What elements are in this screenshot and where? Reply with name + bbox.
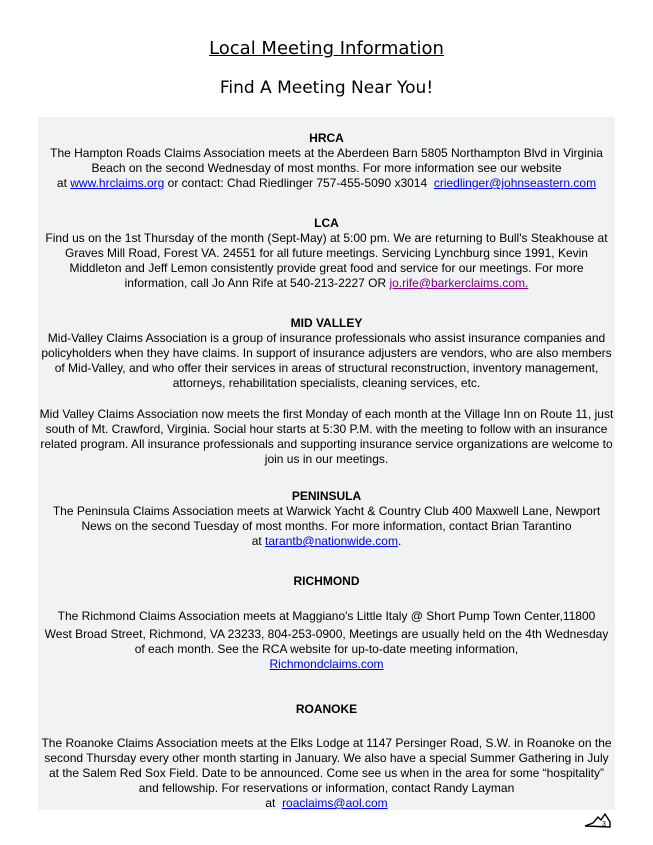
roanoke-email-link[interactable]: roaclaims@aol.com (282, 796, 388, 810)
hrca-email-link[interactable]: criedlinger@johnseastern.com (433, 176, 597, 190)
section-text (38, 146, 615, 191)
section-text-part: The Peninsula Claims Association meets at Warwick Yacht & Country Club 400 Maxwell Lane, Newport News on the second Tuesday of most months. For more information, contact Brian Tarantino (52, 504, 601, 533)
section-hrca (38, 131, 615, 191)
page-subtitle: Find A Meeting Near You! (219, 78, 434, 98)
section-richmond (38, 574, 615, 672)
section-paragraph: Mid-Valley Claims Association is a group of insurance professionals who assist insurance companies and policyholders when they have claims. In support of insurance adjusters are vendors, who are also members of Mid-Valley, and who offer their services in areas of structural reconstruction, inventory management, attorneys, rehabilitation specialists, cleaning services, etc. (41, 331, 612, 390)
section-text-part: or contact: Chad Riedlinger 757-455-5090 x3014 (167, 176, 428, 190)
section-text-part: at (251, 534, 262, 548)
section-text (38, 504, 615, 549)
section-text-part: West Broad Street, Richmond, VA 23233, 804-253-0900, Meetings are usually held on the 4th Wednesday of each month. See the RCA website for up-to-date meeting information, (44, 627, 609, 656)
section-text-part: at (56, 176, 67, 190)
section-lca (38, 216, 615, 291)
footer-logo-icon (584, 811, 612, 831)
peninsula-email-link[interactable]: tarantb@nationwide.com (265, 534, 398, 548)
section-text-part: The Roanoke Claims Association meets at the Elks Lodge at 1147 Persinger Road, S.W. in Roanoke on the second Thursday every other month starting in January. We also have a special Summer Gathering in July at the Salem Red Sox Field. Date to be announced. Come see us when in the area for some “hospitality” and fellowship. For reservations or information, contact Randy Layman (41, 736, 612, 795)
section-text-part: The Richmond Claims Association meets at Maggiano's Little Italy @ Short Pump Town Center,11800 (57, 609, 596, 623)
lca-email-link[interactable]: jo.rife@barkerclaims.com. (389, 276, 529, 290)
section-text (38, 627, 615, 672)
section-text (38, 231, 615, 291)
section-heading: PENINSULA (291, 489, 362, 503)
section-heading: ROANOKE (295, 702, 358, 716)
footer-logo-text: 3 (602, 821, 606, 828)
section-heading: RICHMOND (293, 574, 360, 588)
section-heading: LCA (314, 216, 339, 230)
section-text-part: at (265, 796, 276, 810)
section-peninsula (38, 489, 615, 549)
section-heading: MID VALLEY (290, 316, 363, 330)
section-heading: HRCA (309, 131, 344, 145)
section-text (38, 736, 615, 811)
section-roanoke (38, 702, 615, 811)
section-text (38, 608, 615, 624)
section-paragraph: Mid Valley Claims Association now meets the first Monday of each month at the Village Inn on Route 11, just south of Mt. Crawford, Virginia. Social hour starts at 5:30 P.M. with the meeting to follow with an insurance related program. All insurance professionals and supporting insurance service organizations are welcome to join us in our meetings. (39, 407, 614, 466)
section-text-part: The Hampton Roads Claims Association meets at the Aberdeen Barn 5805 Northampton Blvd in Virginia Beach on the second Wednesday of most months. For more information see our website (50, 146, 603, 175)
page-title: Local Meeting Information (209, 38, 444, 59)
section-text-part: Find us on the 1st Thursday of the month (Sept-May) at 5:00 pm. We are returning to Bull's Steakhouse at Graves Mill Road, Forest VA. 24551 for all future meetings. Servicing Lynchburg since 1991, Kevin Middleton and Jeff Lemon consistently provide great food and service for our meetings. For more information, call Jo Ann Rife at 540-213-2227 OR (45, 231, 608, 290)
section-mid-valley (38, 316, 615, 467)
richmond-website-link[interactable]: Richmondclaims.com (269, 657, 384, 671)
hrca-website-link[interactable]: www.hrclaims.org (70, 176, 165, 190)
section-text-part: . (397, 534, 402, 548)
